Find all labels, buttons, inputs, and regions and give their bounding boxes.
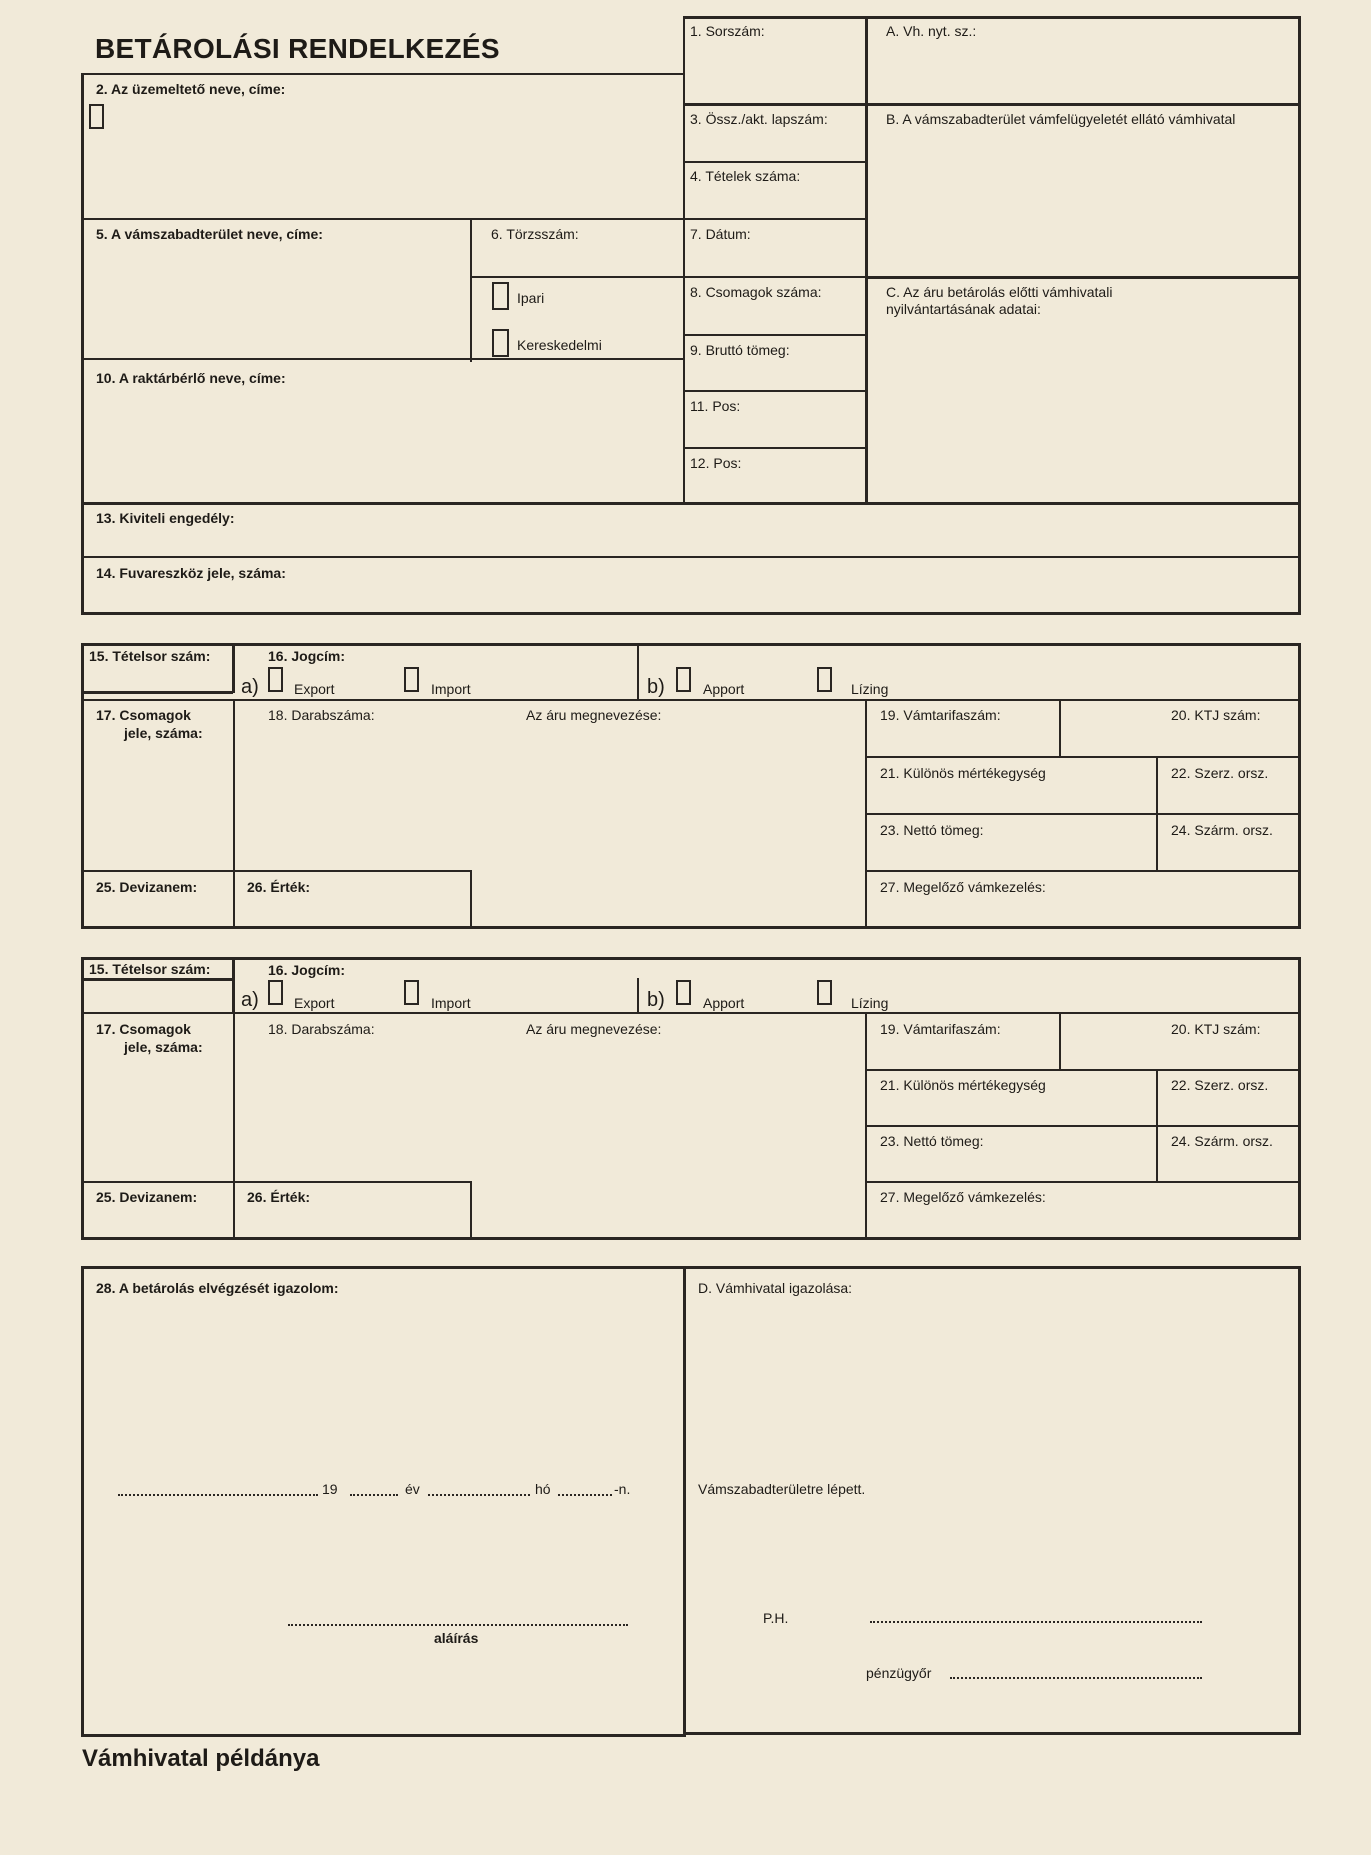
bottom-divider	[683, 1266, 686, 1737]
kereskedelmi-checkbox[interactable]	[492, 329, 509, 357]
alairas-label: aláírás	[434, 1630, 479, 1646]
item1-a-label: a)	[241, 676, 259, 698]
item2-field-23: 23. Nettó tömeg:	[880, 1133, 984, 1149]
item1-export-checkbox[interactable]	[268, 667, 283, 692]
item1-field-15: 15. Tételsor szám:	[89, 648, 211, 664]
item2-lizing-checkbox[interactable]	[817, 980, 832, 1005]
field-3-label: 3. Össz./akt. lapszám:	[690, 111, 828, 127]
item2-right	[1298, 957, 1301, 1240]
rule-447	[683, 447, 866, 449]
item1-field-18: 18. Darabszáma:	[268, 707, 375, 723]
item1-row-699	[81, 699, 1301, 701]
date-dots-1	[118, 1494, 318, 1496]
item1-box15-bottom	[81, 691, 233, 694]
rule-613	[81, 612, 1301, 615]
field-2-checkbox[interactable]	[89, 104, 104, 129]
item2-field-25: 25. Devizanem:	[96, 1189, 198, 1205]
bottom-right	[1298, 1266, 1301, 1735]
item2-field-19: 19. Vámtarifaszám:	[880, 1021, 1001, 1037]
field-2-label: 2. Az üzemeltető neve, címe:	[96, 81, 286, 97]
item1-import-checkbox[interactable]	[404, 667, 419, 692]
bottom-line-right	[683, 1732, 1301, 1735]
item1-col-234	[233, 699, 235, 928]
item1-box15-right	[232, 643, 235, 693]
item1-row-871	[81, 870, 471, 872]
item2-field-17a: 17. Csomagok	[96, 1021, 191, 1037]
item1-import-label: Import	[431, 681, 471, 697]
entered-text: Vámszabadterületre lépett.	[698, 1481, 866, 1497]
copy-label: Vámhivatal példánya	[82, 1745, 320, 1772]
left-border	[81, 73, 84, 615]
item1-field-19: 19. Vámtarifaszám:	[880, 707, 1001, 723]
item2-col-234	[233, 1012, 235, 1238]
bottom-top	[81, 1266, 1301, 1269]
date-n: -n.	[614, 1481, 631, 1497]
item1-bsep	[637, 643, 639, 699]
item2-field-24: 24. Szárm. orsz.	[1171, 1133, 1273, 1149]
item2-row-1070	[865, 1069, 1301, 1071]
item1-megnevezes: Az áru megnevezése:	[526, 707, 662, 723]
rule-218	[81, 218, 684, 220]
item2-import-label: Import	[431, 995, 471, 1011]
field-D-label: D. Vámhivatal igazolása:	[698, 1280, 853, 1296]
item2-row-1182b	[865, 1181, 1301, 1183]
field-8-label: 8. Csomagok száma:	[690, 284, 822, 300]
rule-502	[81, 502, 1301, 505]
field-13-label: 13. Kiviteli engedély:	[96, 510, 235, 526]
item2-export-label: Export	[294, 995, 335, 1011]
rule-358	[81, 358, 684, 360]
date-ev: év	[405, 1481, 420, 1497]
field-B-label: B. A vámszabadterület vámfelügyeletét ellátó vámhivatal	[886, 111, 1236, 127]
ph-line	[870, 1621, 1202, 1623]
item1-field-20: 20. KTJ szám:	[1171, 707, 1261, 723]
field-9-label: 9. Bruttó tömeg:	[690, 342, 790, 358]
field-28-label: 28. A betárolás elvégzését igazolom:	[96, 1280, 339, 1296]
item2-apport-checkbox[interactable]	[676, 980, 691, 1005]
item2-row-1182	[81, 1181, 471, 1183]
item1-lizing-label: Lízing	[851, 681, 889, 697]
field-11-label: 11. Pos:	[690, 398, 741, 414]
item2-import-checkbox[interactable]	[404, 980, 419, 1005]
field-1-label: 1. Sorszám:	[690, 23, 765, 39]
signature-line	[288, 1624, 628, 1626]
item2-export-checkbox[interactable]	[268, 980, 283, 1005]
item1-export-label: Export	[294, 681, 335, 697]
item1-field-17a: 17. Csomagok	[96, 707, 191, 723]
field-7-label: 7. Dátum:	[690, 226, 751, 242]
item1-top	[81, 643, 1301, 646]
item1-row-757	[865, 756, 1301, 758]
item2-bottom	[81, 1237, 1301, 1240]
item2-lizing-label: Lízing	[851, 995, 889, 1011]
item2-box15-bottom	[81, 978, 233, 981]
ipari-label: Ipari	[517, 290, 545, 306]
date-dots-3	[428, 1494, 530, 1496]
rule-218b	[683, 218, 866, 220]
field-4-label: 4. Tételek száma:	[690, 168, 801, 184]
item1-col-1060	[1059, 699, 1061, 757]
penzugyor-line	[950, 1677, 1202, 1679]
item2-field-26: 26. Érték:	[247, 1189, 311, 1205]
item1-field-22: 22. Szerz. orsz.	[1171, 765, 1269, 781]
item1-left	[81, 643, 84, 928]
rule-390	[683, 390, 866, 392]
item2-top	[81, 957, 1301, 960]
ipari-checkbox[interactable]	[492, 282, 509, 310]
rule-276	[470, 276, 684, 278]
item2-field-15: 15. Tételsor szám:	[89, 961, 211, 977]
item1-field-21: 21. Különös mértékegység	[880, 765, 1046, 781]
item1-right	[1298, 643, 1301, 928]
rule-278	[865, 276, 1301, 279]
rule-104	[683, 103, 1301, 106]
item1-row-813	[865, 813, 1301, 815]
item2-field-22: 22. Szerz. orsz.	[1171, 1077, 1269, 1093]
field-10-label: 10. A raktárbérlő neve, címe:	[96, 370, 286, 386]
item2-apport-label: Apport	[703, 995, 745, 1011]
item2-field-18: 18. Darabszáma:	[268, 1021, 375, 1037]
item1-b-label: b)	[647, 676, 665, 698]
item2-megnevezes: Az áru megnevezése:	[526, 1021, 662, 1037]
item2-a-label: a)	[241, 989, 259, 1011]
date-ho: hó	[535, 1481, 551, 1497]
item1-col-470	[470, 870, 472, 928]
item1-field-16: 16. Jogcím:	[268, 648, 346, 664]
item2-field-27: 27. Megelőző vámkezelés:	[880, 1189, 1046, 1205]
item2-field-16: 16. Jogcím:	[268, 962, 346, 978]
divider-470	[470, 218, 472, 362]
field-6-label: 6. Törzsszám:	[491, 226, 579, 242]
field-C-label: C. Az áru betárolás előtti vámhivatali nyilvántartásának adatai:	[886, 284, 1113, 317]
divider-683	[683, 16, 685, 504]
item2-field-20: 20. KTJ szám:	[1171, 1021, 1261, 1037]
divider-865	[865, 16, 868, 504]
item1-apport-label: Apport	[703, 681, 745, 697]
ph-label: P.H.	[763, 1610, 789, 1626]
field-5-label: 5. A vámszabadterület neve, címe:	[96, 226, 323, 242]
item2-col-1060	[1059, 1012, 1061, 1070]
top-rule	[683, 16, 1301, 19]
bottom-line-left	[81, 1734, 685, 1737]
field-12-label: 12. Pos:	[690, 455, 742, 471]
kereskedelmi-label: Kereskedelmi	[517, 337, 602, 353]
item1-field-25: 25. Devizanem:	[96, 879, 198, 895]
rule-334	[683, 334, 866, 336]
item2-bsep	[637, 978, 639, 1012]
item2-field-17b: jele, száma:	[124, 1039, 203, 1055]
rule-556	[81, 556, 1301, 558]
item2-row-1013	[81, 1012, 1301, 1014]
item1-field-24: 24. Szárm. orsz.	[1171, 822, 1273, 838]
rule-161	[683, 161, 866, 163]
date-dots-2	[350, 1494, 398, 1496]
field-A-label: A. Vh. nyt. sz.:	[886, 23, 977, 39]
item2-b-label: b)	[647, 989, 665, 1011]
bottom-left	[81, 1266, 84, 1737]
rule-73	[81, 73, 684, 75]
item2-left	[81, 957, 84, 1240]
item1-field-17b: jele, száma:	[124, 725, 203, 741]
date-dots-4	[558, 1494, 612, 1496]
date-year-prefix: 19	[322, 1481, 338, 1497]
item1-field-23: 23. Nettó tömeg:	[880, 822, 984, 838]
item1-field-27: 27. Megelőző vámkezelés:	[880, 879, 1046, 895]
item1-field-26: 26. Érték:	[247, 879, 311, 895]
item1-lizing-checkbox[interactable]	[817, 667, 832, 692]
item1-row-871b	[865, 870, 1301, 872]
item2-field-21: 21. Különös mértékegység	[880, 1077, 1046, 1093]
penzugyor-label: pénzügyőr	[866, 1665, 932, 1681]
item2-box15-right	[232, 957, 235, 1013]
form-title: BETÁROLÁSI RENDELKEZÉS	[95, 33, 500, 64]
item1-apport-checkbox[interactable]	[676, 667, 691, 692]
item2-row-1126	[865, 1125, 1301, 1127]
field-14-label: 14. Fuvareszköz jele, száma:	[96, 565, 286, 581]
item2-col-470	[470, 1181, 472, 1238]
rule-277	[683, 276, 866, 278]
item1-bottom	[81, 926, 1301, 929]
